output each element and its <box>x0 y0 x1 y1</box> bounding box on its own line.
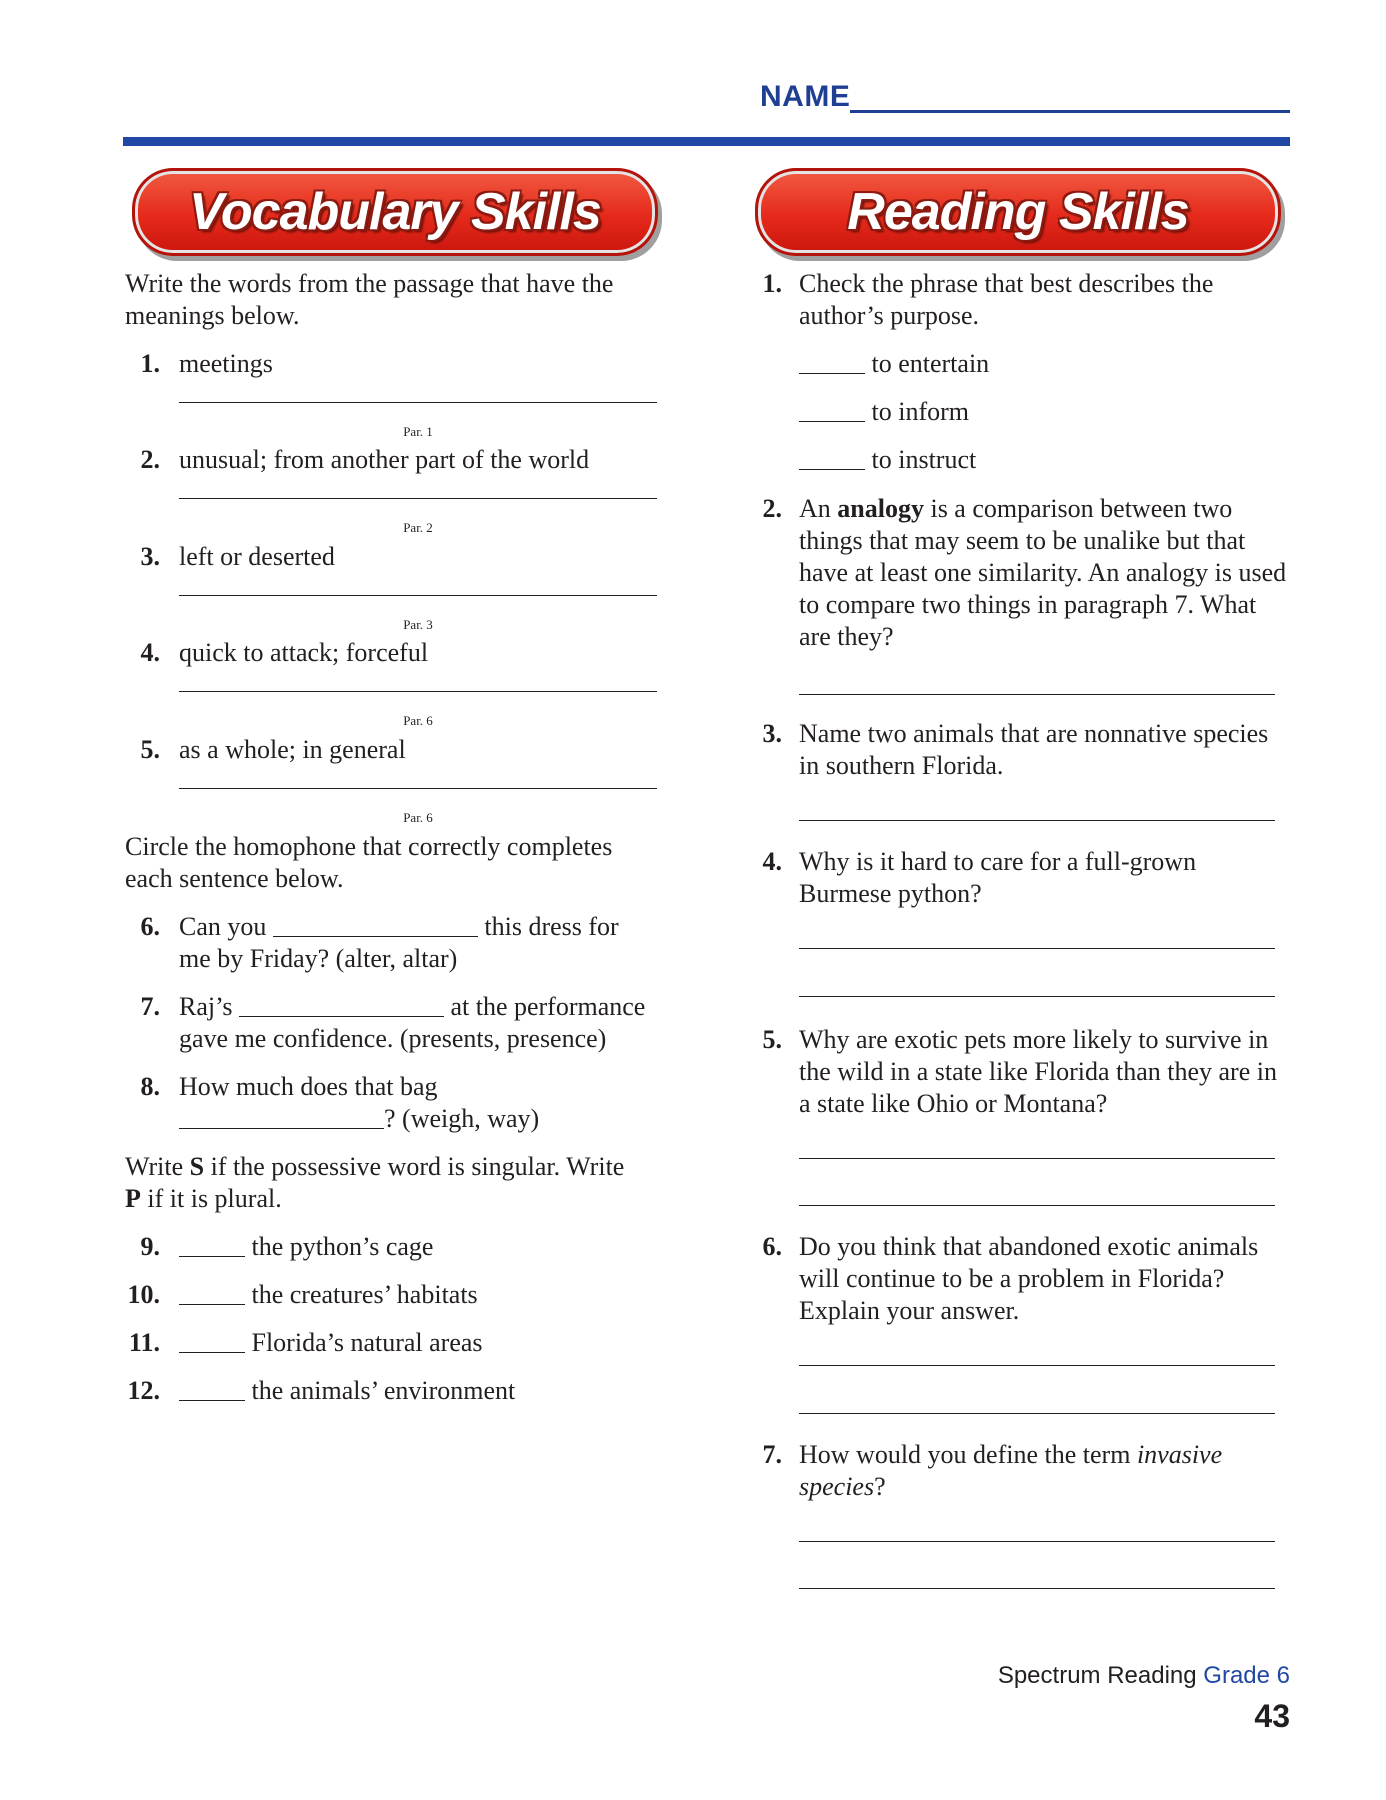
answer-line[interactable] <box>799 820 1275 821</box>
answer-line[interactable] <box>799 1413 1275 1414</box>
possessive-phrase: the creatures’ habitats <box>251 1280 478 1309</box>
homophone-sentence <box>179 1071 669 1135</box>
question-number: 2. <box>762 494 782 523</box>
singular-letter: S <box>189 1152 205 1181</box>
paragraph-reference: Par. 6 <box>403 713 433 728</box>
item-number: 9. <box>140 1232 160 1261</box>
possessive-phrase: Florida’s natural areas <box>251 1328 483 1357</box>
possessive-item <box>179 1231 433 1263</box>
vocabulary-instructions: Write the words from the passage that have the meanings below. <box>125 269 614 330</box>
answer-line[interactable] <box>799 996 1275 997</box>
option-label: to entertain <box>871 349 990 378</box>
top-rule <box>123 137 1290 146</box>
vocab-meaning: meetings <box>179 349 273 378</box>
item-number: 3. <box>140 542 160 571</box>
question-text: Do you think that abandoned exotic animals will continue to be a problem in Florida? Explain your answer. <box>799 1232 1259 1325</box>
sentence-continuation: me by Friday? (alter, altar) <box>179 944 458 973</box>
item-number: 8. <box>140 1072 160 1101</box>
answer-blank[interactable] <box>179 1328 245 1353</box>
answer-line[interactable] <box>179 498 657 499</box>
page-number: 43 <box>1254 1698 1290 1734</box>
answer-line[interactable] <box>799 1541 1275 1542</box>
item-number: 2. <box>140 445 160 474</box>
vocabulary-skills-banner: Vocabulary Skills <box>132 168 658 256</box>
instruction-text: if the possessive word is singular. Write <box>204 1152 625 1181</box>
vocab-meaning: left or deserted <box>179 542 335 571</box>
answer-line[interactable] <box>799 1158 1275 1159</box>
item-number: 4. <box>140 638 160 667</box>
italic-term: species <box>799 1472 875 1501</box>
answer-line[interactable] <box>799 694 1275 695</box>
answer-line[interactable] <box>799 1588 1275 1589</box>
paragraph-reference: Par. 6 <box>403 810 433 825</box>
purpose-option <box>799 444 976 476</box>
check-blank[interactable] <box>799 445 865 470</box>
italic-term: invasive <box>1136 1440 1223 1469</box>
answer-line[interactable] <box>179 595 657 596</box>
grade-label: Grade 6 <box>1203 1662 1290 1689</box>
possessive-item <box>179 1375 515 1407</box>
homophone-instructions: Circle the homophone that correctly completes each sentence below. <box>125 832 613 893</box>
answer-blank[interactable] <box>179 1280 245 1305</box>
question-number: 3. <box>762 719 782 748</box>
sentence-continuation: gave me confidence. (presents, presence) <box>179 1024 607 1053</box>
question-text-part: An <box>799 494 838 523</box>
question-text: Why is it hard to care for a full-grown Burmese python? <box>799 847 1197 908</box>
fill-in-blank[interactable] <box>239 992 444 1017</box>
paragraph-reference: Par. 2 <box>403 520 433 535</box>
answer-line[interactable] <box>179 402 657 403</box>
question-text-part: is a comparison between two things that may seem to be unalike but that have at least one similarity. An analogy is used to compare two things in paragraph 7. What are they? <box>799 494 1287 651</box>
vocab-meaning: unusual; from another part of the world <box>179 445 590 474</box>
option-label: to inform <box>871 397 969 426</box>
sentence-start: Raj’s <box>179 992 233 1021</box>
question-text: Check the phrase that best describes the author’s purpose. <box>799 269 1214 330</box>
question-number: 1. <box>762 269 782 298</box>
item-number: 7. <box>140 992 160 1021</box>
sentence-start: How much does that bag <box>179 1072 438 1101</box>
check-blank[interactable] <box>799 397 865 422</box>
item-number: 10. <box>127 1280 160 1309</box>
purpose-option <box>799 396 969 428</box>
possessive-phrase: the python’s cage <box>251 1232 434 1261</box>
answer-blank[interactable] <box>179 1376 245 1401</box>
series-name: Spectrum Reading <box>997 1662 1197 1689</box>
question-text-part: How would you define the term <box>799 1440 1137 1469</box>
plural-letter: P <box>125 1184 141 1213</box>
question-text: Name two animals that are nonnative species in southern Florida. <box>799 719 1269 780</box>
possessive-item <box>179 1279 478 1311</box>
name-line[interactable] <box>850 110 1290 113</box>
purpose-option <box>799 348 989 380</box>
answer-line[interactable] <box>799 948 1275 949</box>
question-text <box>799 1439 1289 1503</box>
item-number: 1. <box>140 349 160 378</box>
answer-line[interactable] <box>799 1365 1275 1366</box>
instruction-text: Write <box>125 1152 190 1181</box>
question-number: 5. <box>762 1025 782 1054</box>
item-number: 12. <box>127 1376 160 1405</box>
item-number: 6. <box>140 912 160 941</box>
question-text-part: ? <box>874 1472 886 1501</box>
name-label: NAME <box>760 80 851 113</box>
paragraph-reference: Par. 3 <box>403 617 433 632</box>
vocab-meaning: quick to attack; forceful <box>179 638 429 667</box>
possessive-phrase: the animals’ environment <box>251 1376 516 1405</box>
bold-term: analogy <box>837 494 924 523</box>
name-field[interactable] <box>760 80 1290 120</box>
sentence-end: ? (weigh, way) <box>384 1104 540 1133</box>
answer-line[interactable] <box>179 788 657 789</box>
vocab-meaning: as a whole; in general <box>179 735 406 764</box>
question-text: Why are exotic pets more likely to survive in the wild in a state like Florida than they are in a state like Ohio or Montana? <box>799 1025 1277 1118</box>
question-text <box>799 493 1289 653</box>
homophone-sentence <box>179 911 669 975</box>
question-number: 4. <box>762 847 782 876</box>
sentence-end: this dress for <box>484 912 619 941</box>
sentence-start: Can you <box>179 912 267 941</box>
paragraph-reference: Par. 1 <box>403 424 433 439</box>
answer-line[interactable] <box>799 1205 1275 1206</box>
instruction-text: if it is plural. <box>140 1184 282 1213</box>
homophone-sentence <box>179 991 669 1055</box>
possessive-item <box>179 1327 483 1359</box>
reading-skills-banner: Reading Skills <box>755 168 1281 256</box>
possessive-instructions <box>125 1151 665 1215</box>
question-number: 6. <box>762 1232 782 1261</box>
answer-blank[interactable] <box>179 1232 245 1257</box>
option-label: to instruct <box>871 445 977 474</box>
fill-in-blank[interactable] <box>273 912 478 937</box>
sentence-end: at the performance <box>450 992 646 1021</box>
footer-series <box>998 1662 1290 1690</box>
fill-in-blank[interactable] <box>179 1104 384 1129</box>
item-number: 5. <box>140 735 160 764</box>
question-number: 7. <box>762 1440 782 1469</box>
answer-line[interactable] <box>179 691 657 692</box>
item-number: 11. <box>128 1328 160 1357</box>
check-blank[interactable] <box>799 349 865 374</box>
